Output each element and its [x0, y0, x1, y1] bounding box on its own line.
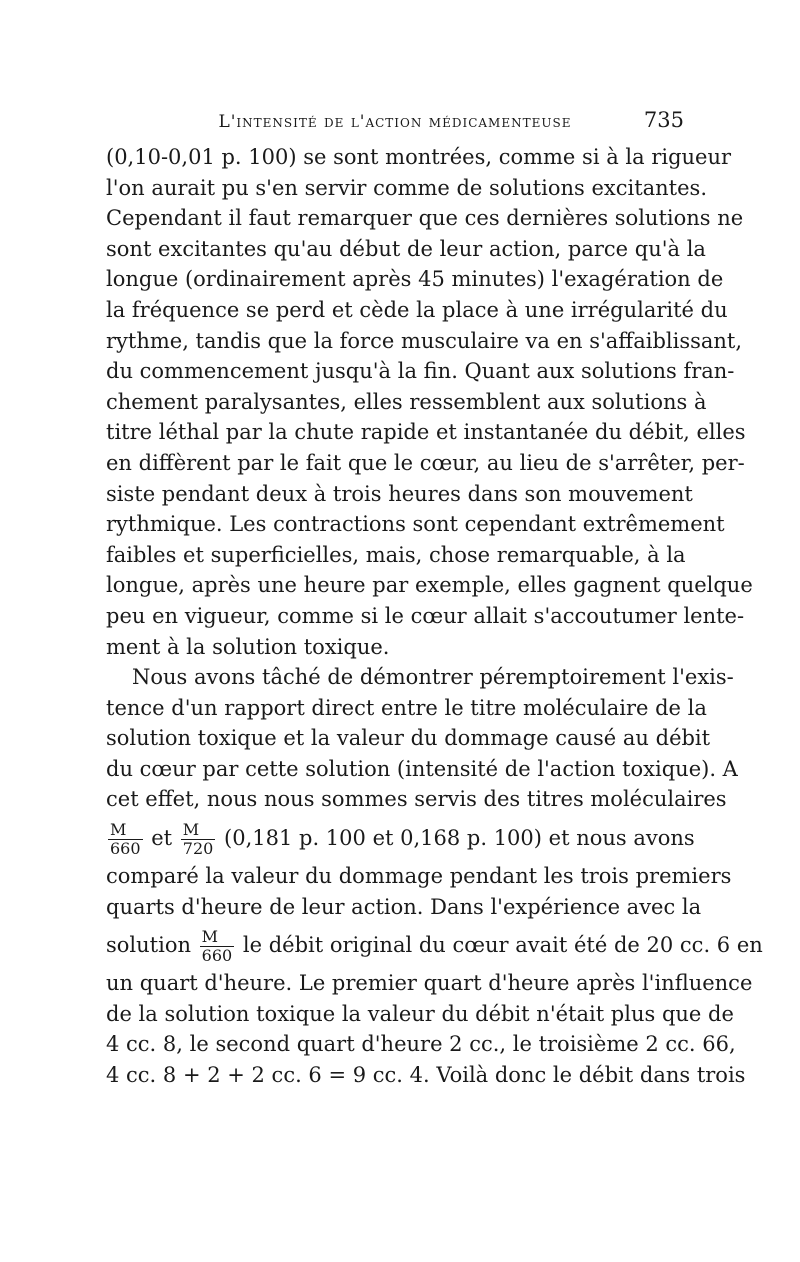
running-header: [106, 108, 684, 142]
fraction-m-660: [108, 821, 143, 858]
connector-text: et: [151, 826, 173, 851]
text-line: en diffèrent par le fait que le cœur, au lieu de s'arrêter, per-: [106, 450, 745, 475]
paragraph-end-line: ment à la solution toxique.: [106, 634, 390, 659]
book-page: [106, 108, 763, 1091]
text-line: longue, après une heure par exemple, elles gagnent quelque: [106, 573, 753, 598]
running-title: L'intensité de l'action médicamenteuse: [218, 112, 572, 132]
fraction-line-rest: (0,181 p. 100 et 0,168 p. 100) et nous avons: [224, 826, 695, 851]
text-line: tence d'un rapport direct entre le titre moléculaire de la: [106, 695, 707, 720]
text-line: 4 cc. 8 + 2 + 2 cc. 6 = 9 cc. 4. Voilà donc le débit dans trois: [106, 1063, 746, 1088]
text-line: (0,10-0,01 p. 100) se sont montrées, comme si à la rigueur: [106, 145, 732, 169]
fraction-denominator: 660: [201, 946, 233, 966]
text-line: titre léthal par la chute rapide et instantanée du débit, elles: [106, 420, 746, 445]
text-line: 4 cc. 8, le second quart d'heure 2 cc., le troisième 2 cc. 66,: [106, 1032, 736, 1057]
fraction-m-720: [181, 821, 216, 858]
fraction-denominator: 660: [110, 839, 141, 859]
text-line: comparé la valeur du dommage pendant les trois premiers: [106, 864, 732, 889]
fraction-line: [106, 815, 695, 861]
text-line: peu en vigueur, comme si le cœur allait s'accoutumer lente-: [106, 603, 745, 628]
text-line: cet effet, nous nous sommes servis des titres moléculaires: [106, 787, 727, 812]
text-line: du commencement jusqu'à la fin. Quant aux solutions fran-: [106, 359, 735, 384]
text-line: solution toxique et la valeur du dommage causé au débit: [106, 726, 711, 751]
fraction-line-after: le débit original du cœur avait été de 20 cc. 6 en: [242, 933, 763, 958]
fraction-numerator: M: [200, 928, 235, 947]
text-line: l'on aurait pu s'en servir comme de solutions excitantes.: [106, 175, 707, 200]
fraction-line: [106, 922, 763, 968]
text-line: de la solution toxique la valeur du débit n'était plus que de: [106, 1001, 734, 1026]
text-line: rythmique. Les contractions sont cependant extrêmement: [106, 512, 725, 537]
fraction-m-660: [200, 928, 235, 965]
text-line: chement paralysantes, elles ressemblent aux solutions à: [106, 389, 707, 414]
page-number: 735: [643, 108, 684, 132]
paragraph-start-line: Nous avons tâché de démontrer péremptoirement l'exis-: [132, 665, 734, 690]
text-line: faibles et superficielles, mais, chose remarquable, à la: [106, 542, 686, 567]
fraction-denominator: 720: [182, 839, 214, 859]
fraction-numerator: M: [108, 821, 143, 840]
text-line: du cœur par cette solution (intensité de l'action toxique). A: [106, 756, 738, 781]
fraction-numerator: M: [181, 821, 216, 840]
body-text: [106, 142, 763, 1091]
text-line: longue (ordinairement après 45 minutes) l'exagération de: [106, 267, 724, 292]
text-line: sont excitantes qu'au début de leur action, parce qu'à la: [106, 236, 706, 261]
text-line: quarts d'heure de leur action. Dans l'expérience avec la: [106, 894, 702, 919]
text-line: la fréquence se perd et cède la place à une irrégularité du: [106, 297, 728, 322]
text-line: siste pendant deux à trois heures dans son mouvement: [106, 481, 693, 506]
text-line: rythme, tandis que la force musculaire va en s'affaiblissant,: [106, 328, 743, 353]
text-line: un quart d'heure. Le premier quart d'heure après l'influence: [106, 971, 753, 996]
fraction-line-before: solution: [106, 933, 191, 958]
text-line: Cependant il faut remarquer que ces dernières solutions ne: [106, 206, 744, 231]
